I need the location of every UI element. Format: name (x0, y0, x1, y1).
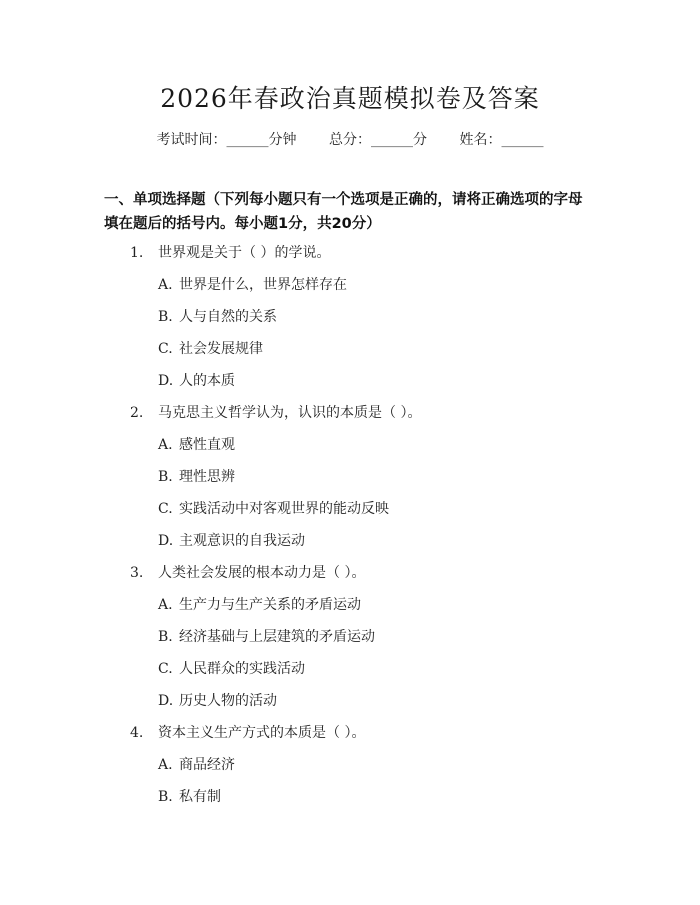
question-stem: 资本主义生产方式的本质是（ ）。 (158, 725, 366, 741)
exam-meta (0, 130, 700, 150)
option-3b (158, 627, 375, 647)
time-unit: 分钟 (268, 132, 297, 148)
option-2d (158, 531, 305, 551)
question-1 (130, 243, 330, 263)
option-text: 主观意识的自我运动 (179, 533, 305, 549)
option-1d (158, 371, 235, 391)
page-title: 2026年春政治真题模拟卷及答案 (160, 84, 540, 113)
option-1c (158, 339, 263, 359)
name-label: 姓名： (459, 132, 502, 148)
option-text: 世界是什么，世界怎样存在 (179, 277, 347, 293)
option-text: 感性直观 (179, 437, 235, 453)
score-unit: 分 (413, 132, 427, 148)
option-2c (158, 499, 389, 519)
option-text: 人与自然的关系 (179, 309, 277, 325)
option-3a (158, 595, 361, 615)
question-4 (130, 723, 365, 743)
option-2a (158, 435, 235, 455)
exam-name (459, 132, 543, 148)
question-2 (130, 403, 421, 423)
option-letter: C. (158, 661, 173, 677)
option-text: 社会发展规律 (179, 341, 263, 357)
question-3 (130, 563, 365, 583)
option-letter: B. (158, 789, 173, 805)
option-3c (158, 659, 305, 679)
option-text: 生产力与生产关系的矛盾运动 (179, 597, 361, 613)
option-letter: A. (158, 757, 173, 773)
exam-time (157, 132, 297, 148)
option-text: 经济基础与上层建筑的矛盾运动 (179, 629, 375, 645)
option-2b (158, 467, 235, 487)
question-stem: 马克思主义哲学认为，认识的本质是（ ）。 (158, 405, 422, 421)
option-text: 商品经济 (179, 757, 235, 773)
question-number: 4. (130, 725, 144, 741)
option-4a (158, 755, 235, 775)
option-letter: A. (158, 277, 173, 293)
option-letter: D. (158, 373, 174, 389)
option-letter: A. (158, 597, 173, 613)
option-letter: A. (158, 437, 173, 453)
question-stem: 世界观是关于（ ）的学说。 (158, 245, 331, 261)
option-letter: B. (158, 309, 173, 325)
exam-score (329, 132, 427, 148)
option-letter: C. (158, 341, 173, 357)
option-letter: C. (158, 501, 173, 517)
option-3d (158, 691, 277, 711)
option-text: 理性思辨 (179, 469, 235, 485)
question-number: 1. (130, 245, 144, 261)
score-blank: ______ (371, 132, 413, 148)
section-heading: 一、单项选择题（下列每小题只有一个选项是正确的，请将正确选项的字母填在题后的括号内。每小题1分，共20分） (104, 192, 583, 232)
option-text: 实践活动中对客观世界的能动反映 (179, 501, 389, 517)
time-label: 考试时间： (156, 132, 227, 148)
option-1a (158, 275, 347, 295)
option-text: 历史人物的活动 (179, 693, 277, 709)
time-blank: ______ (226, 132, 269, 148)
option-text: 私有制 (179, 789, 221, 805)
option-letter: D. (158, 693, 174, 709)
question-number: 3. (130, 565, 144, 581)
score-label: 总分： (329, 132, 371, 148)
option-4b (158, 787, 221, 807)
option-1b (158, 307, 277, 327)
option-text: 人的本质 (179, 373, 235, 389)
question-stem: 人类社会发展的根本动力是（ ）。 (158, 565, 366, 581)
name-blank: ______ (501, 132, 544, 148)
option-letter: B. (158, 469, 173, 485)
option-letter: B. (158, 629, 173, 645)
option-letter: D. (158, 533, 174, 549)
question-number: 2. (130, 405, 144, 421)
option-text: 人民群众的实践活动 (179, 661, 305, 677)
